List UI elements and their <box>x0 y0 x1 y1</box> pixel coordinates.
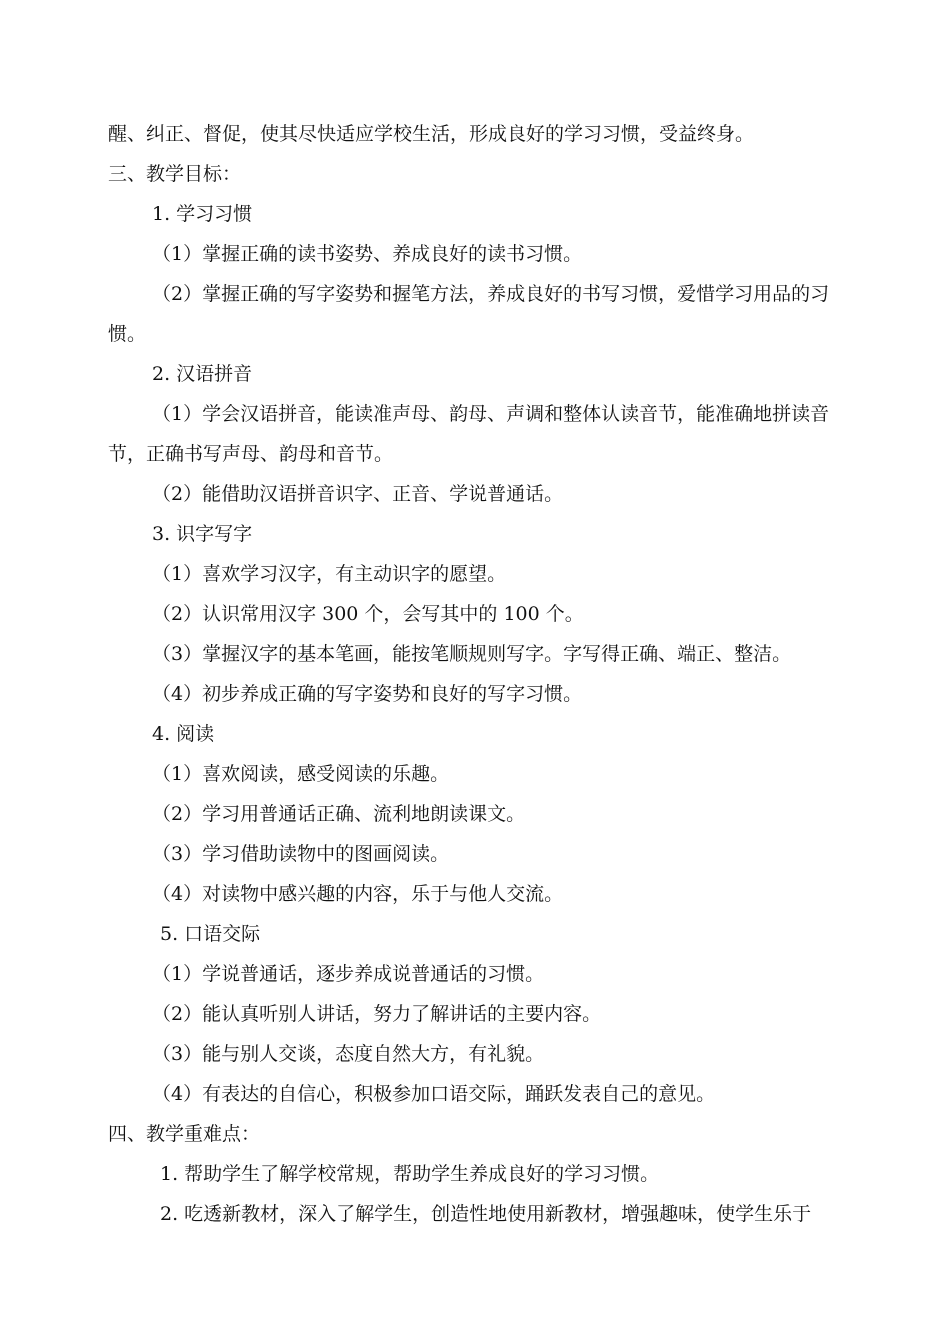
subheading-oral-communication: 5. 口语交际 <box>160 923 261 945</box>
list-item: （1）学说普通话，逐步养成说普通话的习惯。 <box>152 963 545 985</box>
paragraph-line: 醒、纠正、督促，使其尽快适应学校生活，形成良好的学习习惯，受益终身。 <box>108 123 755 145</box>
list-item: 2. 吃透新教材，深入了解学生，创造性地使用新教材，增强趣味，使学生乐于 <box>160 1203 812 1225</box>
list-item: （4）初步养成正确的写字姿势和良好的写字习惯。 <box>152 683 583 705</box>
list-item: （4）有表达的自信心，积极参加口语交际，踊跃发表自己的意见。 <box>152 1083 716 1105</box>
section-heading-objectives: 三、教学目标： <box>108 163 242 185</box>
subheading-reading: 4. 阅读 <box>152 723 215 745</box>
subheading-study-habits: 1. 学习习惯 <box>152 203 253 225</box>
list-item-continuation: 惯。 <box>108 323 147 345</box>
list-item: （2）学习用普通话正确、流利地朗读课文。 <box>152 803 526 825</box>
list-item: （4）对读物中感兴趣的内容，乐于与他人交流。 <box>152 883 564 905</box>
list-item: （2）能借助汉语拼音识字、正音、学说普通话。 <box>152 483 564 505</box>
list-item: （2）能认真听别人讲话，努力了解讲话的主要内容。 <box>152 1003 602 1025</box>
list-item: （2）认识常用汉字 300 个，会写其中的 100 个。 <box>152 603 584 625</box>
subheading-pinyin: 2. 汉语拼音 <box>152 363 253 385</box>
list-item: （3）能与别人交谈，态度自然大方，有礼貌。 <box>152 1043 545 1065</box>
list-item: 1. 帮助学生了解学校常规，帮助学生养成良好的学习习惯。 <box>160 1163 660 1185</box>
list-item: （1）掌握正确的读书姿势、养成良好的读书习惯。 <box>152 243 583 265</box>
list-item: （3）学习借助读物中的图画阅读。 <box>152 843 450 865</box>
list-item: （1）喜欢阅读，感受阅读的乐趣。 <box>152 763 450 785</box>
section-heading-key-points: 四、教学重难点： <box>108 1123 261 1145</box>
list-item: （3）掌握汉字的基本笔画，能按笔顺规则写字。字写得正确、端正、整洁。 <box>152 643 792 665</box>
list-item: （1）喜欢学习汉字，有主动识字的愿望。 <box>152 563 507 585</box>
list-item: （2）掌握正确的写字姿势和握笔方法，养成良好的书写习惯，爱惜学习用品的习 <box>152 283 830 305</box>
list-item-continuation: 节，正确书写声母、韵母和音节。 <box>108 443 394 465</box>
subheading-literacy: 3. 识字写字 <box>152 523 253 545</box>
list-item: （1）学会汉语拼音，能读准声母、韵母、声调和整体认读音节，能准确地拼读音 <box>152 403 830 425</box>
